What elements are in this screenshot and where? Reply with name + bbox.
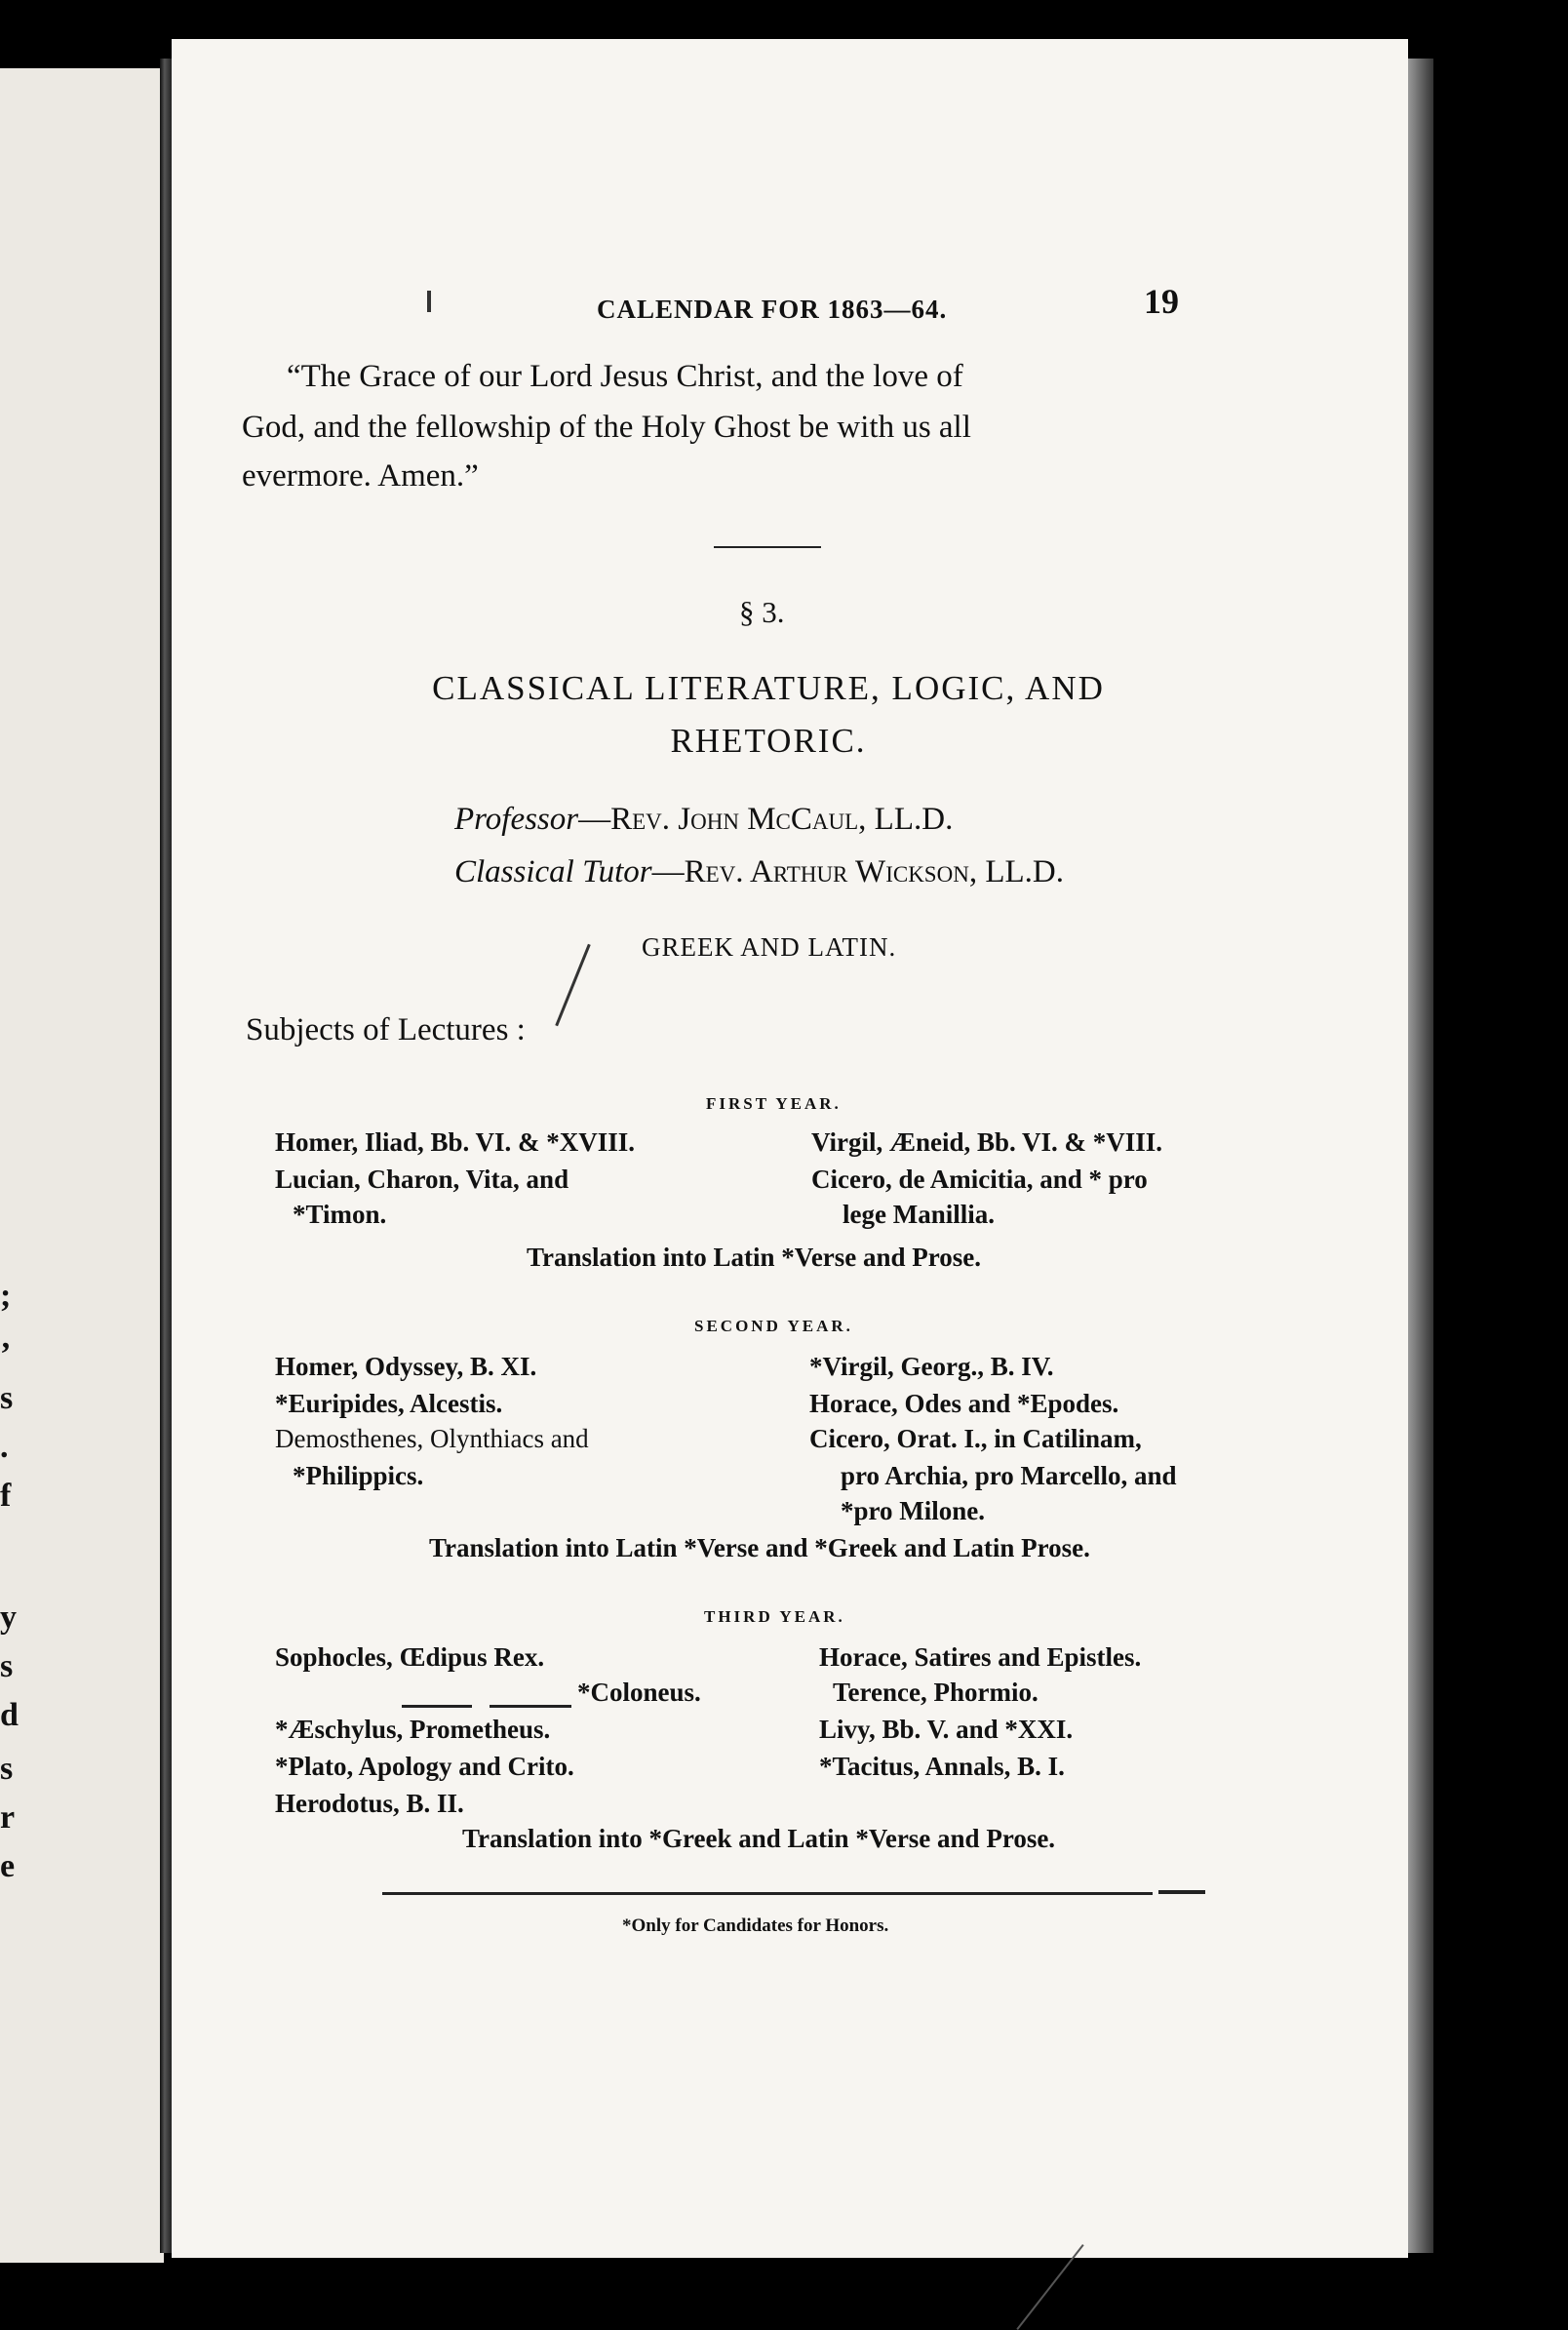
tutor-name: —Rev. Arthur Wickson, LL.D.	[651, 854, 1064, 889]
book-gutter	[160, 59, 172, 2253]
left-page-char: s	[0, 1648, 14, 1684]
page-right-edge	[1408, 59, 1433, 2253]
tutor-role: Classical Tutor	[454, 854, 652, 889]
tutor-line	[454, 854, 1064, 890]
prayer-line: “The Grace of our Lord Jesus Christ, and the love of	[287, 359, 963, 394]
document-page	[172, 39, 1408, 2258]
subject-entry: Homer, Iliad, Bb. VI. & *XVIII.	[275, 1127, 636, 1157]
subject-entry: *Æschylus, Prometheus.	[275, 1715, 551, 1744]
subject-entry: *Plato, Apology and Crito.	[275, 1752, 574, 1781]
left-page-char: r	[0, 1799, 16, 1836]
subjects-label: Subjects of Lectures :	[246, 1012, 526, 1047]
professor-role: Professor	[454, 802, 579, 837]
left-page-char: d	[0, 1697, 19, 1733]
translation-line: Translation into Latin *Verse and Prose.	[527, 1243, 982, 1272]
subject-entry: Demosthenes, Olynthiacs and	[275, 1424, 589, 1453]
subject-entry: *Euripides, Alcestis.	[275, 1389, 503, 1418]
prayer-line: evermore. Amen.”	[242, 458, 479, 494]
section-title: CLASSICAL LITERATURE, LOGIC, AND	[432, 669, 1105, 707]
professor-name: —Rev. John McCaul, LL.D.	[578, 802, 954, 837]
ditto-dash	[490, 1705, 571, 1708]
subject-entry: Horace, Satires and Epistles.	[819, 1642, 1142, 1672]
year-heading: THIRD YEAR.	[704, 1607, 845, 1626]
stray-pen-mark	[1016, 2244, 1083, 2330]
subject-entry: Lucian, Charon, Vita, and	[275, 1165, 569, 1194]
left-page-char: s	[0, 1751, 14, 1787]
left-page-char: y	[0, 1599, 17, 1636]
footnote-rule	[382, 1892, 1153, 1895]
subject-entry: Virgil, Æneid, Bb. VI. & *VIII.	[811, 1127, 1163, 1157]
subject-entry: Sophocles, Œdipus Rex.	[275, 1642, 545, 1672]
subject-entry: *Coloneus.	[577, 1678, 701, 1707]
adjacent-page-fragment	[0, 68, 164, 2263]
year-heading: FIRST YEAR.	[706, 1094, 842, 1113]
subject-entry: Herodotus, B. II.	[275, 1789, 464, 1818]
section-number: § 3.	[739, 595, 785, 629]
left-page-char: f	[0, 1478, 12, 1514]
section-title: RHETORIC.	[670, 722, 867, 760]
subject-entry: *Virgil, Georg., B. IV.	[809, 1352, 1054, 1381]
subject-entry: Cicero, Orat. I., in Catilinam,	[809, 1424, 1142, 1453]
prayer-line: God, and the fellowship of the Holy Ghost be with us all	[242, 410, 971, 445]
subject-entry: *Timon.	[293, 1200, 387, 1229]
left-page-char: s	[0, 1380, 14, 1416]
subject-entry: *Philippics.	[293, 1461, 424, 1490]
subject-entry: pro Archia, pro Marcello, and	[841, 1461, 1177, 1490]
subject-entry: Horace, Odes and *Epodes.	[809, 1389, 1119, 1418]
running-header-title: CALENDAR FOR 1863—64.	[597, 295, 948, 324]
subject-entry: *Tacitus, Annals, B. I.	[819, 1752, 1065, 1781]
subject-entry: Homer, Odyssey, B. XI.	[275, 1352, 537, 1381]
stray-pen-mark	[555, 944, 590, 1027]
footnote-rule	[1158, 1890, 1205, 1894]
left-page-char: e	[0, 1848, 16, 1884]
footnote: *Only for Candidates for Honors.	[622, 1915, 889, 1936]
professor-line	[454, 802, 953, 838]
translation-line: Translation into *Greek and Latin *Verse and Prose.	[462, 1824, 1056, 1853]
page-number: 19	[1144, 282, 1179, 321]
left-page-char: ;	[0, 1278, 12, 1314]
short-rule	[714, 546, 821, 548]
subject-entry: Terence, Phormio.	[833, 1678, 1039, 1707]
subject-entry: Cicero, de Amicitia, and * pro	[811, 1165, 1148, 1194]
left-page-char: ’	[0, 1336, 12, 1372]
stray-mark	[427, 291, 431, 312]
subsection-title: GREEK AND LATIN.	[642, 932, 897, 962]
year-heading: SECOND YEAR.	[694, 1317, 853, 1335]
ditto-dash	[402, 1705, 472, 1708]
left-page-char: .	[0, 1429, 9, 1465]
subject-entry: Livy, Bb. V. and *XXI.	[819, 1715, 1074, 1744]
translation-line: Translation into Latin *Verse and *Greek and Latin Prose.	[429, 1533, 1090, 1562]
subject-entry: lege Manillia.	[843, 1200, 995, 1229]
subject-entry: *pro Milone.	[841, 1496, 985, 1525]
